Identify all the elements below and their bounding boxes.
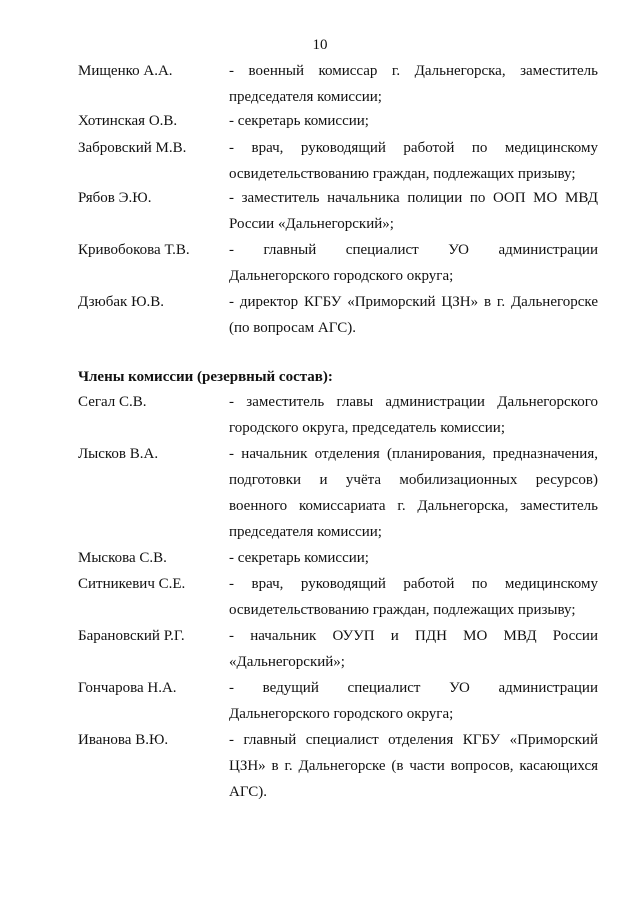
member-name: Мыскова С.В. <box>78 550 167 566</box>
member-entry <box>78 675 598 727</box>
page-number: 10 <box>312 37 328 53</box>
member-role: - главный специалист УО администрации Дальнегорского городского округа; <box>229 242 598 284</box>
member-entry <box>78 389 598 441</box>
reserve-heading: Члены комиссии (резервный состав): <box>78 369 333 385</box>
reserve-members-list <box>78 389 598 807</box>
member-name: Рябов Э.Ю. <box>78 190 152 206</box>
member-name: Забровский М.В. <box>78 140 187 156</box>
member-name: Мищенко А.А. <box>78 63 173 79</box>
member-name: Хотинская О.В. <box>78 113 178 129</box>
member-role: - начальник отделения (планирования, предназначения, подготовки и учёта мобилизационных ресурсов) военного комиссариата г. Дальнегорска, заместитель председателя комиссии; <box>229 446 598 540</box>
member-name: Сегал С.В. <box>78 394 147 410</box>
member-entry <box>78 727 598 807</box>
member-role: - врач, руководящий работой по медицинскому освидетельствованию граждан, подлежащих призыву; <box>229 576 598 618</box>
member-entry <box>78 289 598 341</box>
member-name: Барановский Р.Г. <box>78 628 185 644</box>
member-name: Иванова В.Ю. <box>78 732 169 748</box>
member-role: - начальник ОУУП и ПДН МО МВД России «Дальнегорский»; <box>229 628 598 670</box>
member-role: - секретарь комиссии; <box>229 113 369 129</box>
member-entry <box>78 545 598 571</box>
member-entry <box>78 623 598 675</box>
member-name: Ситникевич С.Е. <box>78 576 186 592</box>
member-role: - директор КГБУ «Приморский ЦЗН» в г. Дальнегорске (по вопросам АГС). <box>229 294 598 336</box>
member-role: - главный специалист отделения КГБУ «Приморский ЦЗН» в г. Дальнегорске (в части вопросов, касающихся АГС). <box>229 732 598 800</box>
member-entry <box>78 108 598 135</box>
member-name: Кривобокова Т.В. <box>78 242 190 258</box>
member-entry <box>78 185 598 237</box>
member-role: - заместитель начальника полиции по ООП МО МВД России «Дальнегорский»; <box>229 190 598 232</box>
member-role: - заместитель главы администрации Дальнегорского городского округа, председатель комиссии; <box>229 394 598 436</box>
member-name: Дзюбак Ю.В. <box>78 294 164 310</box>
member-entry <box>78 135 598 185</box>
member-role: - военный комиссар г. Дальнегорска, заместитель председателя комиссии; <box>229 63 598 105</box>
member-entry <box>78 441 598 545</box>
member-name: Гончарова Н.А. <box>78 680 177 696</box>
member-entry <box>78 571 598 623</box>
member-entry <box>78 237 598 289</box>
main-members-list <box>78 58 598 341</box>
member-role: - секретарь комиссии; <box>229 550 369 566</box>
member-name: Лысков В.А. <box>78 446 159 462</box>
member-role: - ведущий специалист УО администрации Дальнегорского городского округа; <box>229 680 598 722</box>
member-entry <box>78 58 598 108</box>
member-role: - врач, руководящий работой по медицинскому освидетельствованию граждан, подлежащих призыву; <box>229 140 598 182</box>
